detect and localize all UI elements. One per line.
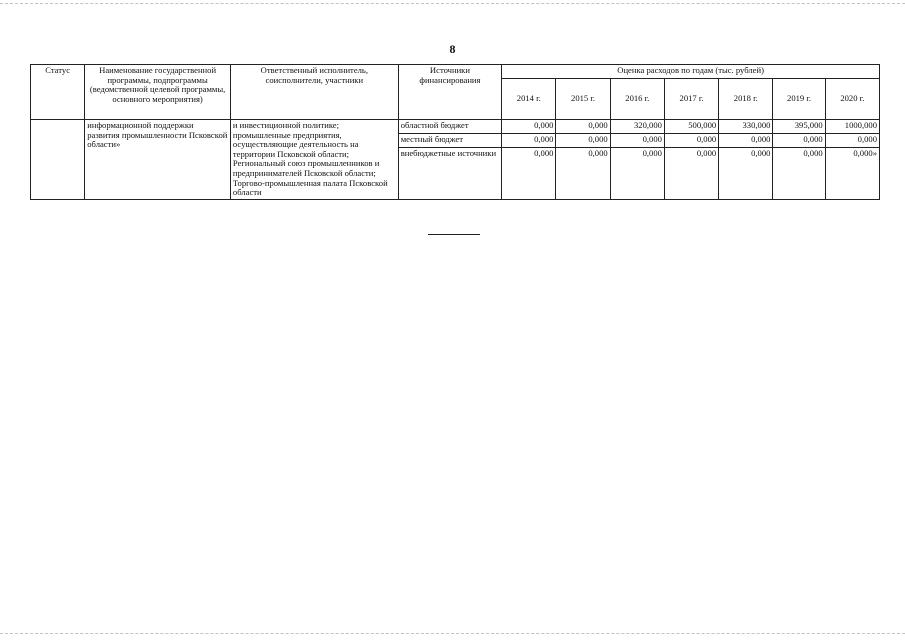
value-cell: 500,000 bbox=[664, 120, 718, 134]
value-cell: 0,000 bbox=[610, 134, 664, 148]
status-cell bbox=[31, 120, 85, 200]
funding-source-cell: внебюджетные источники bbox=[398, 148, 501, 199]
header-year: 2017 г. bbox=[664, 79, 718, 120]
header-year: 2014 г. bbox=[502, 79, 556, 120]
funding-source-cell: областной бюджет bbox=[398, 120, 501, 134]
header-year: 2020 г. bbox=[825, 79, 879, 120]
header-name: Наименование государственной программы, подпрограммы (ведомственной целевой программы, основного мероприятия) bbox=[85, 65, 231, 120]
value-cell: 395,000 bbox=[773, 120, 825, 134]
value-cell: 0,000» bbox=[825, 148, 879, 199]
header-year: 2015 г. bbox=[556, 79, 610, 120]
value-cell: 0,000 bbox=[502, 120, 556, 134]
header-row-1 bbox=[31, 65, 880, 79]
value-cell: 1000,000 bbox=[825, 120, 879, 134]
value-cell: 0,000 bbox=[556, 134, 610, 148]
value-cell: 0,000 bbox=[773, 148, 825, 199]
value-cell: 0,000 bbox=[610, 148, 664, 199]
value-cell: 0,000 bbox=[719, 134, 773, 148]
executor-cell: и инвестиционной политике; промышленные предприятия, осуществляющие деятельность на территории Псковской области; Региональный союз промышленников и предпринимателей Псковской области; Торгово-промышленная палата Псковской области bbox=[230, 120, 398, 200]
header-executor: Ответственный исполнитель, соисполнители, участники bbox=[230, 65, 398, 120]
header-year: 2019 г. bbox=[773, 79, 825, 120]
value-cell: 0,000 bbox=[664, 148, 718, 199]
value-cell: 0,000 bbox=[502, 134, 556, 148]
value-cell: 0,000 bbox=[825, 134, 879, 148]
scan-edge-top bbox=[0, 3, 905, 4]
value-cell: 0,000 bbox=[502, 148, 556, 199]
header-status: Статус bbox=[31, 65, 85, 120]
end-rule-divider bbox=[428, 234, 480, 235]
value-cell: 0,000 bbox=[556, 120, 610, 134]
value-cell: 330,000 bbox=[719, 120, 773, 134]
funding-source-cell: местный бюджет bbox=[398, 134, 501, 148]
value-cell: 0,000 bbox=[556, 148, 610, 199]
table-row bbox=[31, 120, 880, 134]
header-estimate: Оценка расходов по годам (тыс. рублей) bbox=[502, 65, 880, 79]
header-year: 2016 г. bbox=[610, 79, 664, 120]
header-source: Источники финансирования bbox=[398, 65, 501, 120]
header-year: 2018 г. bbox=[719, 79, 773, 120]
value-cell: 0,000 bbox=[773, 134, 825, 148]
value-cell: 320,000 bbox=[610, 120, 664, 134]
value-cell: 0,000 bbox=[719, 148, 773, 199]
page-number: 8 bbox=[449, 42, 456, 56]
value-cell: 0,000 bbox=[664, 134, 718, 148]
program-name-cell: информационной поддержки развития промышленности Псковской области» bbox=[85, 120, 231, 200]
budget-table bbox=[30, 64, 880, 200]
scan-edge-bottom bbox=[0, 633, 905, 634]
